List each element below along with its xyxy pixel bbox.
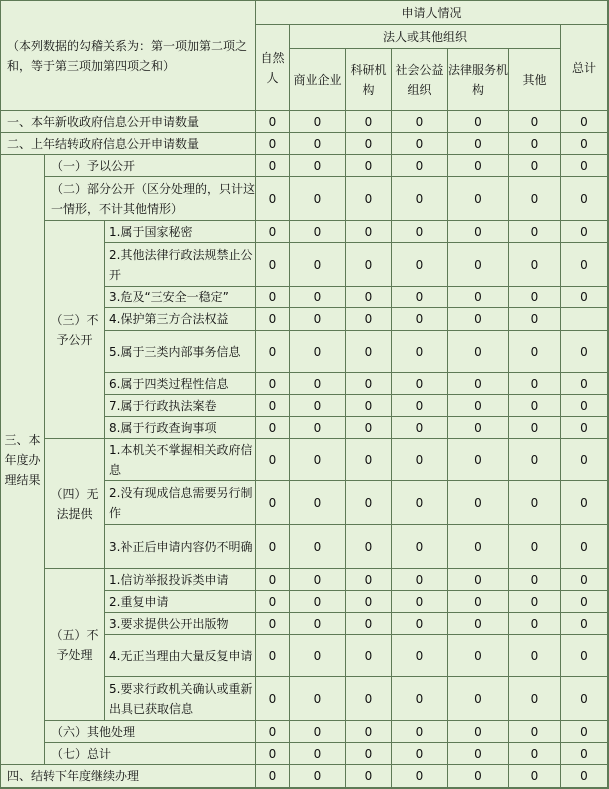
- value-c4-2-other: 0: [509, 481, 561, 525]
- value-c5-2-business: 0: [290, 591, 346, 613]
- value-r2-social: 0: [392, 133, 448, 155]
- value-c6-research: 0: [346, 721, 392, 743]
- value-c3-3-research: 0: [346, 287, 392, 308]
- value-c3-6-research: 0: [346, 373, 392, 395]
- value-c3-7-natural-person: 0: [256, 395, 290, 417]
- value-c6-legal-service: 0: [448, 721, 509, 743]
- value-c3-6-total: 0: [561, 373, 608, 395]
- value-c3-8-business: 0: [290, 417, 346, 439]
- value-c3-1-total: 0: [561, 221, 608, 243]
- value-c5-3-total: 0: [561, 613, 608, 635]
- value-c7-research: 0: [346, 743, 392, 765]
- value-c3-6-social: 0: [392, 373, 448, 395]
- value-c7-business: 0: [290, 743, 346, 765]
- value-c3-7-business: 0: [290, 395, 346, 417]
- research-header: 科研机构: [346, 49, 392, 111]
- value-c4-3-research: 0: [346, 525, 392, 569]
- value-c3-1-social: 0: [392, 221, 448, 243]
- value-c3-5-research: 0: [346, 331, 392, 373]
- not-disclosed-item-6: 6.属于四类过程性信息: [105, 373, 256, 395]
- value-c3-4-natural-person: 0: [256, 308, 290, 331]
- row-label-carry-forward: 四、结转下年度继续办理: [1, 765, 256, 788]
- value-r2-natural-person: 0: [256, 133, 290, 155]
- value-c3-8-social: 0: [392, 417, 448, 439]
- not-processed-item-4: 4.无正当理由大量反复申请: [105, 635, 256, 677]
- value-c4-3-legal-service: 0: [448, 525, 509, 569]
- value-c3-1-research: 0: [346, 221, 392, 243]
- value-c4-2-research: 0: [346, 481, 392, 525]
- value-r1-research: 0: [346, 111, 392, 133]
- value-c3-2-other: 0: [509, 243, 561, 287]
- value-c5-1-business: 0: [290, 569, 346, 591]
- value-c4-1-research: 0: [346, 439, 392, 481]
- value-c3-7-research: 0: [346, 395, 392, 417]
- value-c3-4-total: [561, 308, 608, 331]
- value-c3-5-business: 0: [290, 331, 346, 373]
- value-r1-social: 0: [392, 111, 448, 133]
- natural-person-header: 自然人: [256, 25, 290, 111]
- category-partially-disclosed: （二）部分公开（区分处理的，只计这一情形，不计其他情形）: [45, 177, 256, 221]
- value-r1-business: 0: [290, 111, 346, 133]
- value-c3-2-total: 0: [561, 243, 608, 287]
- value-c3-8-other: 0: [509, 417, 561, 439]
- not-disclosed-item-5: 5.属于三类内部事务信息: [105, 331, 256, 373]
- note-cell: （本列数据的勾稽关系为：第一项加第二项之和，等于第三项加第四项之和）: [1, 1, 256, 111]
- value-c4-2-total: 0: [561, 481, 608, 525]
- value-r2-legal-service: 0: [448, 133, 509, 155]
- not-processed-item-1: 1.信访举报投诉类申请: [105, 569, 256, 591]
- value-r4-research: 0: [346, 765, 392, 788]
- value-r4-total: 0: [561, 765, 608, 788]
- value-c4-2-business: 0: [290, 481, 346, 525]
- value-c1-total: 0: [561, 155, 608, 177]
- value-r2-other: 0: [509, 133, 561, 155]
- value-r4-other: 0: [509, 765, 561, 788]
- value-c3-1-other: 0: [509, 221, 561, 243]
- unable-item-3: 3.补正后申请内容仍不明确: [105, 525, 256, 569]
- value-c4-3-social: 0: [392, 525, 448, 569]
- value-c4-1-business: 0: [290, 439, 346, 481]
- value-c5-5-research: 0: [346, 677, 392, 721]
- value-c3-1-legal-service: 0: [448, 221, 509, 243]
- value-c3-5-social: 0: [392, 331, 448, 373]
- value-c5-2-other: 0: [509, 591, 561, 613]
- value-r2-business: 0: [290, 133, 346, 155]
- value-c3-1-natural-person: 0: [256, 221, 290, 243]
- value-c3-4-social: 0: [392, 308, 448, 331]
- other-header: 其他: [509, 49, 561, 111]
- value-c5-4-research: 0: [346, 635, 392, 677]
- value-c5-4-other: 0: [509, 635, 561, 677]
- value-c6-other: 0: [509, 721, 561, 743]
- value-c3-1-business: 0: [290, 221, 346, 243]
- value-c5-3-legal-service: 0: [448, 613, 509, 635]
- not-disclosed-item-3: 3.危及“三安全一稳定”: [105, 287, 256, 308]
- value-c3-6-business: 0: [290, 373, 346, 395]
- section3-label: 三、本年度办理结果: [1, 155, 45, 765]
- value-c5-4-legal-service: 0: [448, 635, 509, 677]
- value-c2-other: 0: [509, 177, 561, 221]
- value-c3-7-legal-service: 0: [448, 395, 509, 417]
- value-c4-2-social: 0: [392, 481, 448, 525]
- value-c7-social: 0: [392, 743, 448, 765]
- value-c3-6-legal-service: 0: [448, 373, 509, 395]
- value-c5-3-business: 0: [290, 613, 346, 635]
- business-header: 商业企业: [290, 49, 346, 111]
- value-c3-3-social: 0: [392, 287, 448, 308]
- value-c3-5-legal-service: 0: [448, 331, 509, 373]
- value-c6-business: 0: [290, 721, 346, 743]
- value-c6-total: 0: [561, 721, 608, 743]
- category-unable-to-provide: （四）无法提供: [45, 439, 105, 569]
- value-c4-3-natural-person: 0: [256, 525, 290, 569]
- category-disclosed: （一）予以公开: [45, 155, 256, 177]
- value-r2-total: 0: [561, 133, 608, 155]
- value-c5-5-total: 0: [561, 677, 608, 721]
- value-r1-other: 0: [509, 111, 561, 133]
- value-c3-5-other: 0: [509, 331, 561, 373]
- value-c3-5-total: 0: [561, 331, 608, 373]
- value-c3-8-research: 0: [346, 417, 392, 439]
- value-c4-2-natural-person: 0: [256, 481, 290, 525]
- value-c7-legal-service: 0: [448, 743, 509, 765]
- value-r4-business: 0: [290, 765, 346, 788]
- value-c3-8-legal-service: 0: [448, 417, 509, 439]
- value-c3-7-social: 0: [392, 395, 448, 417]
- value-c4-3-other: 0: [509, 525, 561, 569]
- category-not-processed: （五）不予处理: [45, 569, 105, 721]
- value-c5-3-social: 0: [392, 613, 448, 635]
- value-r4-social: 0: [392, 765, 448, 788]
- value-c5-4-business: 0: [290, 635, 346, 677]
- value-c7-other: 0: [509, 743, 561, 765]
- value-c5-5-business: 0: [290, 677, 346, 721]
- value-r4-legal-service: 0: [448, 765, 509, 788]
- value-c3-2-business: 0: [290, 243, 346, 287]
- value-c2-natural-person: 0: [256, 177, 290, 221]
- category-total: （七）总计: [45, 743, 256, 765]
- value-c3-3-legal-service: 0: [448, 287, 509, 308]
- value-c3-7-total: 0: [561, 395, 608, 417]
- value-c3-2-legal-service: 0: [448, 243, 509, 287]
- value-c3-8-total: 0: [561, 417, 608, 439]
- value-c5-3-natural-person: 0: [256, 613, 290, 635]
- value-c4-1-other: 0: [509, 439, 561, 481]
- value-c5-5-social: 0: [392, 677, 448, 721]
- value-c1-social: 0: [392, 155, 448, 177]
- value-c3-4-other: 0: [509, 308, 561, 331]
- not-disclosed-item-8: 8.属于行政查询事项: [105, 417, 256, 439]
- value-c1-research: 0: [346, 155, 392, 177]
- value-c5-4-natural-person: 0: [256, 635, 290, 677]
- value-c5-1-legal-service: 0: [448, 569, 509, 591]
- value-c2-total: 0: [561, 177, 608, 221]
- not-processed-item-5: 5.要求行政机关确认或重新出具已获取信息: [105, 677, 256, 721]
- value-c3-3-other: 0: [509, 287, 561, 308]
- not-processed-item-2: 2.重复申请: [105, 591, 256, 613]
- not-disclosed-item-2: 2.其他法律行政法规禁止公开: [105, 243, 256, 287]
- applicant-status-header: 申请人情况: [256, 1, 608, 25]
- value-c3-4-business: 0: [290, 308, 346, 331]
- value-c6-natural-person: 0: [256, 721, 290, 743]
- not-disclosed-item-4: 4.保护第三方合法权益: [105, 308, 256, 331]
- value-c5-1-other: 0: [509, 569, 561, 591]
- value-c3-4-legal-service: 0: [448, 308, 509, 331]
- value-r1-total: 0: [561, 111, 608, 133]
- value-c4-3-business: 0: [290, 525, 346, 569]
- value-c3-4-research: 0: [346, 308, 392, 331]
- social-header: 社会公益组织: [392, 49, 448, 111]
- value-c5-2-research: 0: [346, 591, 392, 613]
- value-r1-natural-person: 0: [256, 111, 290, 133]
- unable-item-1: 1.本机关不掌握相关政府信息: [105, 439, 256, 481]
- row-label-new-requests: 一、本年新收政府信息公开申请数量: [1, 111, 256, 133]
- value-c3-3-natural-person: 0: [256, 287, 290, 308]
- category-other-handling: （六）其他处理: [45, 721, 256, 743]
- value-c5-1-total: 0: [561, 569, 608, 591]
- row-label-carried-over: 二、上年结转政府信息公开申请数量: [1, 133, 256, 155]
- value-c1-business: 0: [290, 155, 346, 177]
- value-c3-3-business: 0: [290, 287, 346, 308]
- value-c7-total: 0: [561, 743, 608, 765]
- value-c3-6-natural-person: 0: [256, 373, 290, 395]
- value-c5-5-legal-service: 0: [448, 677, 509, 721]
- total-header: 总计: [561, 25, 608, 111]
- value-c2-legal-service: 0: [448, 177, 509, 221]
- value-c5-3-other: 0: [509, 613, 561, 635]
- value-c3-2-social: 0: [392, 243, 448, 287]
- value-c5-5-natural-person: 0: [256, 677, 290, 721]
- value-c3-8-natural-person: 0: [256, 417, 290, 439]
- value-c3-5-natural-person: 0: [256, 331, 290, 373]
- value-c3-2-natural-person: 0: [256, 243, 290, 287]
- value-c3-3-total: 0: [561, 287, 608, 308]
- value-c4-1-social: 0: [392, 439, 448, 481]
- value-c5-1-natural-person: 0: [256, 569, 290, 591]
- value-c1-legal-service: 0: [448, 155, 509, 177]
- value-r2-research: 0: [346, 133, 392, 155]
- value-c4-1-total: 0: [561, 439, 608, 481]
- value-c5-2-natural-person: 0: [256, 591, 290, 613]
- value-c3-7-other: 0: [509, 395, 561, 417]
- value-c7-natural-person: 0: [256, 743, 290, 765]
- value-c2-social: 0: [392, 177, 448, 221]
- value-r4-natural-person: 0: [256, 765, 290, 788]
- category-not-disclosed: （三）不予公开: [45, 221, 105, 439]
- not-processed-item-3: 3.要求提供公开出版物: [105, 613, 256, 635]
- value-c5-2-legal-service: 0: [448, 591, 509, 613]
- value-c6-social: 0: [392, 721, 448, 743]
- value-r1-legal-service: 0: [448, 111, 509, 133]
- value-c5-2-total: 0: [561, 591, 608, 613]
- value-c5-5-other: 0: [509, 677, 561, 721]
- legal-group-header: 法人或其他组织: [290, 25, 561, 49]
- value-c5-4-social: 0: [392, 635, 448, 677]
- value-c1-natural-person: 0: [256, 155, 290, 177]
- value-c4-2-legal-service: 0: [448, 481, 509, 525]
- not-disclosed-item-7: 7.属于行政执法案卷: [105, 395, 256, 417]
- value-c4-3-total: 0: [561, 525, 608, 569]
- value-c5-3-research: 0: [346, 613, 392, 635]
- value-c5-2-social: 0: [392, 591, 448, 613]
- value-c2-business: 0: [290, 177, 346, 221]
- value-c2-research: 0: [346, 177, 392, 221]
- value-c3-6-other: 0: [509, 373, 561, 395]
- value-c4-1-legal-service: 0: [448, 439, 509, 481]
- unable-item-2: 2.没有现成信息需要另行制作: [105, 481, 256, 525]
- legal-service-header: 法律服务机构: [448, 49, 509, 111]
- not-disclosed-item-1: 1.属于国家秘密: [105, 221, 256, 243]
- value-c5-4-total: 0: [561, 635, 608, 677]
- value-c1-other: 0: [509, 155, 561, 177]
- value-c5-1-social: 0: [392, 569, 448, 591]
- value-c3-2-research: 0: [346, 243, 392, 287]
- value-c4-1-natural-person: 0: [256, 439, 290, 481]
- value-c5-1-research: 0: [346, 569, 392, 591]
